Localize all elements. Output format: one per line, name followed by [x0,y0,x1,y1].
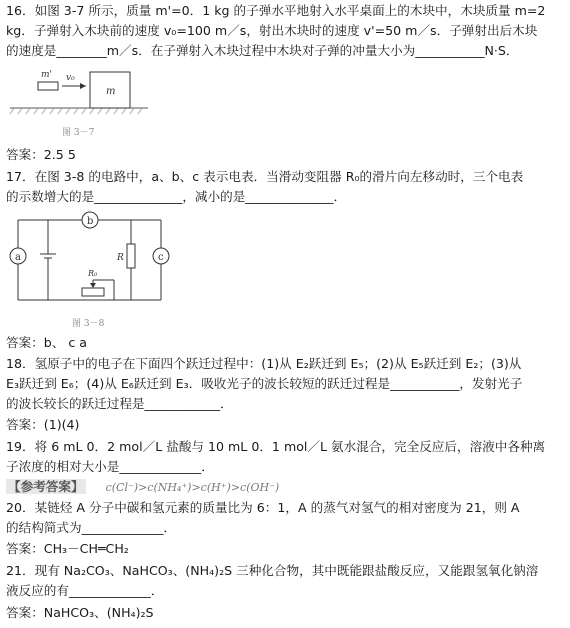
figure-3-7-caption: 图 3－7 [62,128,95,138]
q19-line-2: 子浓度的相对大小是_____________． [6,459,214,474]
q17-line-2: 的示数增大的是______________，减小的是______________． [6,189,347,204]
q18-line-1: 18．氢原子中的电子在下面四个跃迁过程中：(1)从 E₂跃迁到 E₅；(2)从 E₅跃迁到 E₂；(3)从 [6,356,522,371]
q19-line-1: 19．将 6 mL 0．2 mol／L 盐酸与 10 mL 0．1 mol／L 氨水混合，完全反应后，溶液中各种离 [6,439,546,454]
resistor-label: R [117,253,124,263]
q16-line-3: 的速度是________m／s．在子弹射入木块过程中木块对子弹的冲量大小为___________N·S． [6,43,519,58]
q20-answer: 答案：CH₃－CH═CH₂ [6,541,129,556]
bullet-label: m' [41,70,53,80]
velocity-label: v₀ [66,73,75,83]
rheostat-label: R₀ [88,269,98,278]
q16-line-1: 16．如图 3-7 所示，质量 m'=0．1 kg 的子弹水平地射入水平桌面上的木块中，木块质量 m=2 [6,3,546,18]
q17-answer: 答案：b、 c a [6,335,88,350]
q17-line-1: 17．在图 3-8 的电路中，a、b、c 表示电表．当滑动变阻器 R₀的滑片向左移动时，三个电表 [6,169,524,184]
q16-answer: 答案：2.5 5 [6,147,76,162]
figure-3-7 [8,64,168,124]
bullet-shape [38,82,58,90]
meter-b-label: b [87,216,94,227]
q18-line-2: E₃跃迁到 E₆；(4)从 E₆跃迁到 E₃．吸收光子的波长较短的跃迁过程是___________，发射光子 [6,376,523,391]
meter-a-label: a [15,252,21,263]
q16-line-2: kg．子弹射入木块前的速度 v₀=100 m／s，射出木块时的速度 v'=50 m／s．子弹射出后木块 [6,23,538,38]
q20-line-1: 20．某链烃 A 分子中碳和氢元素的质量比为 6：1，A 的蒸气对氢气的相对密度为 21，则 A [6,500,520,515]
block-label: m [106,86,116,97]
q21-line-1: 21．现有 Na₂CO₃、NaHCO₃、(NH₄)₂S 三种化合物，其中既能跟盐酸反应，又能跟氢氧化钠溶 [6,563,539,578]
q21-answer: 答案：NaHCO₃、(NH₄)₂S [6,605,154,620]
q20-line-2: 的结构简式为_____________． [6,520,177,535]
reference-answer-formula: c(Cl⁻)>c(NH₄⁺)>c(H⁺)>c(OH⁻) [105,481,280,494]
q19-answer [6,478,279,497]
figure-3-8-caption: 图 3－8 [72,319,105,329]
reference-answer-label: 【参考答案】 [8,479,84,494]
q21-line-2: 液反应的有_____________． [6,583,164,598]
q18-line-3: 的波长较长的跃迁过程是____________． [6,396,233,411]
meter-c-label: c [158,252,164,263]
figure-3-8 [6,210,176,310]
q18-answer: 答案：(1)(4) [6,417,80,432]
